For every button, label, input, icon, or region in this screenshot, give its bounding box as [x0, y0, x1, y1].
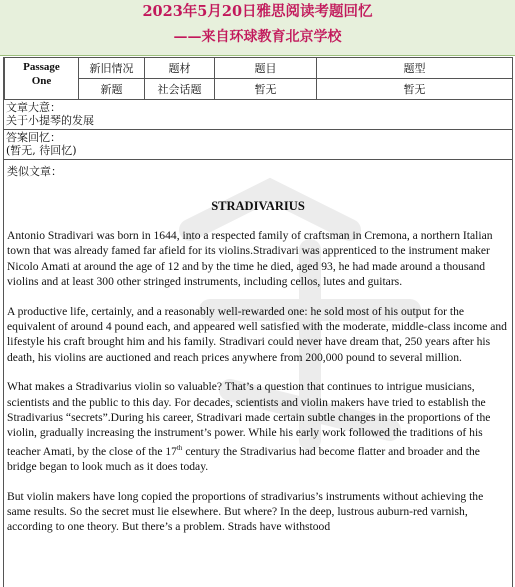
similar-article-section — [4, 160, 512, 535]
passage-label-cell — [5, 58, 79, 100]
value-status: 新题 — [79, 79, 145, 100]
answers-label: 答案回忆： — [6, 131, 61, 144]
value-questions: 暂无 — [215, 79, 317, 100]
article-paragraph: Antonio Stradivari was born in 1644, into a respected family of craftsman in Cremona, a northern Italian town that was already famed far afield for its violins.Stradivari was apprenticed to the instrument maker Nicolo Amati at around the age of 12 and by the time he died, aged 93, he had made around a thousand violins and at least 300 other stringed instruments, including cellos, lutes and guitars. — [7, 229, 493, 289]
article-paragraph-with-superscript — [7, 379, 509, 474]
passage-label: Passage — [23, 61, 60, 73]
summary-section — [4, 100, 512, 130]
value-topic: 社会话题 — [145, 79, 215, 100]
page-title: 2023年5月20日雅思阅读考题回忆 — [142, 3, 373, 20]
answers-text: (暂无, 待回忆) — [6, 144, 77, 157]
passage-number: One — [31, 75, 52, 87]
header-topic: 题材 — [145, 58, 215, 79]
value-question-type: 暂无 — [317, 79, 513, 100]
paragraph-text: What makes a Stradivarius violin so valuable? That’s a question that continues to intrigue musicians, scientists and the public to this day. For decades, scientists and violin makers have tried to establish the Stradivarius “secrets”.During his career, Stradivari made certain subtle changes in the proportions of the violin, gradually increasing the instrument’s power. While his early work followed the traditions of his teacher Amati, by the close of the 17th century the Stradivarius had become flatter and broader and the bridge began to look much as it does today. — [7, 380, 491, 474]
content-container — [3, 57, 513, 587]
article-paragraph: But violin makers have long copied the proportions of stradivarius’s instruments without achieving the same results. So the secret must lie elsewhere. But where? In the deep, lustrous auburn-red varnish, according to one theory. But there’s a problem. Strads have withstood — [7, 489, 484, 534]
summary-label: 文章大意： — [6, 101, 61, 114]
similar-label: 类似文章： — [7, 165, 62, 178]
question-info-table — [4, 57, 513, 100]
header-status: 新旧情况 — [79, 58, 145, 79]
answers-section — [4, 130, 512, 160]
article-title: STRADIVARIUS — [211, 199, 305, 213]
article-paragraph: A productive life, certainly, and a reasonably well-rewarded one: he sold most of his output for the equivalent of around 4 pound each, and appeared well satisfied with the moderate, middle-class income and lifestyle his craft brought him and his family. Stradivari could never have dream that, 250 years after his death, his violins are auctioned and reach prices anywhere from 200,000 pound to several million. — [7, 304, 507, 364]
header-questions: 题目 — [215, 58, 317, 79]
page-header — [0, 0, 515, 56]
summary-text: 关于小提琴的发展 — [6, 114, 94, 127]
header-question-type: 题型 — [317, 58, 513, 79]
page-subtitle: ——来自环球教育北京学校 — [173, 29, 342, 45]
